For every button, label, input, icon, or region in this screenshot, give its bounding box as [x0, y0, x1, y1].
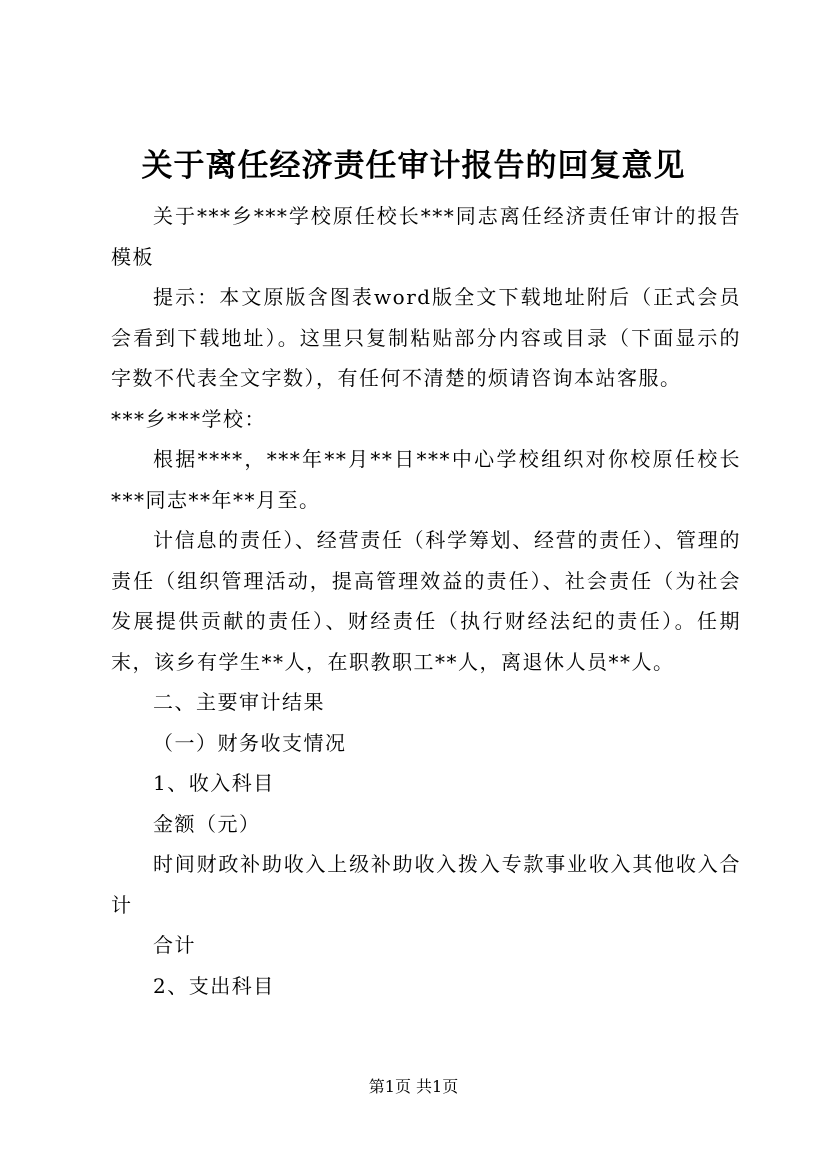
item-expenditure-subjects: 2、支出科目 — [153, 973, 275, 998]
section-heading-audit-results: 二、主要审计结果 — [153, 690, 325, 714]
subsection-heading-finance: （一）财务收支情况 — [153, 730, 347, 755]
label-amount-yuan: 金额（元） — [153, 811, 261, 836]
item-income-subjects: 1、收入科目 — [153, 771, 275, 795]
paragraph-responsibilities: 计信息的责任）、经营责任（科学筹划、经营的责任）、管理的责任（组织管理活动，提高管理效益的责任）、社会责任（为社会发展提供贡献的责任）、财经责任（执行财经法纪的责任）。任期末，该乡有学生**人，在职教职工**人，离退休人员**人。 — [111, 528, 741, 674]
label-total: 合计 — [153, 933, 196, 957]
page-number-footer: 第1页 共1页 — [368, 1077, 459, 1096]
document-title: 关于离任经济责任审计报告的回复意见 — [141, 148, 686, 184]
paragraph-audit-basis: 根据****，***年**月**日***中心学校组织对你校原任校长***同志**年**月至。 — [111, 447, 741, 512]
paragraph-report-subject: 关于***乡***学校原任校长***同志离任经济责任审计的报告模板 — [111, 204, 741, 269]
income-table-header-text: 时间财政补助收入上级补助收入拨入专款事业收入其他收入合计 — [111, 852, 741, 917]
paragraph-addressee: ***乡***学校： — [111, 406, 266, 431]
paragraph-download-notice: 提示：本文原版含图表word版全文下载地址附后（正式会员会看到下载地址）。这里只复制粘贴部分内容或目录（下面显示的字数不代表全文字数），有任何不清楚的烦请咨询本站客服。 — [111, 285, 741, 390]
document-body — [111, 196, 741, 1006]
